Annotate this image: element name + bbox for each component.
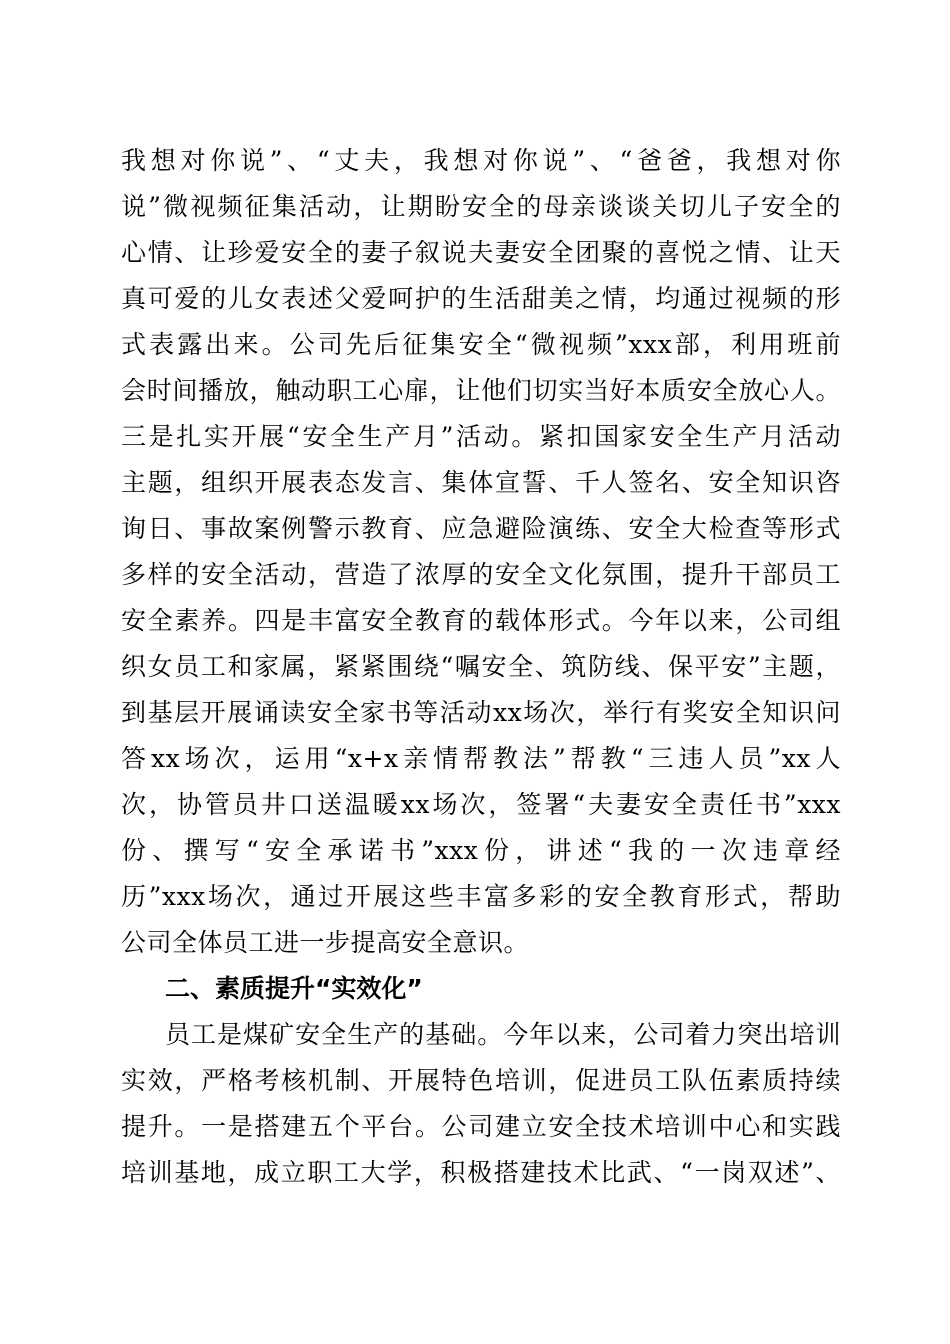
- body-text-line: 会时间播放，触动职工心扉，让他们切实当好本质安全放心人。: [121, 376, 841, 405]
- body-text-line: 式表露出来。公司先后征集安全“微视频”xxx部，利用班前: [121, 330, 841, 359]
- body-text-line: 询日、事故案例警示教育、应急避险演练、安全大检查等形式: [121, 514, 841, 543]
- body-text-line: 多样的安全活动，营造了浓厚的安全文化氛围，提升干部员工: [121, 560, 841, 589]
- body-text-line: 次，协管员井口送温暖xx场次，签署“夫妻安全责任书”xxx: [121, 790, 841, 819]
- body-text-line: 历”xxx场次，通过开展这些丰富多彩的安全教育形式，帮助: [121, 882, 841, 911]
- body-text-line: 真可爱的儿女表述父爱呵护的生活甜美之情，均通过视频的形: [121, 284, 841, 313]
- body-text-line: 我想对你说”、“丈夫，我想对你说”、“爸爸，我想对你: [121, 146, 841, 175]
- body-text-line: 实效，严格考核机制、开展特色培训，促进员工队伍素质持续: [121, 1066, 841, 1095]
- section-heading: 二、素质提升“实效化”: [165, 974, 423, 1003]
- body-text-line: 培训基地，成立职工大学，积极搭建技术比武、“一岗双述”、: [121, 1158, 841, 1187]
- body-text-line: 心情、让珍爱安全的妻子叙说夫妻安全团聚的喜悦之情、让天: [121, 238, 841, 267]
- body-text-line: 答xx场次，运用“x+x亲情帮教法”帮教“三违人员”xx人: [121, 744, 841, 773]
- body-text-line: 公司全体员工进一步提高安全意识。: [121, 928, 530, 957]
- body-text-line: 到基层开展诵读安全家书等活动xx场次，举行有奖安全知识问: [121, 698, 841, 727]
- body-text-line: 员工是煤矿安全生产的基础。今年以来，公司着力突出培训: [165, 1020, 841, 1049]
- body-text-line: 安全素养。四是丰富安全教育的载体形式。今年以来，公司组: [121, 606, 841, 635]
- body-text-line: 三是扎实开展“安全生产月”活动。紧扣国家安全生产月活动: [121, 422, 841, 451]
- body-text-line: 主题，组织开展表态发言、集体宣誓、千人签名、安全知识咨: [121, 468, 841, 497]
- body-text-line: 织女员工和家属，紧紧围绕“嘱安全、筑防线、保平安”主题，: [121, 652, 841, 681]
- body-text-line: 说”微视频征集活动，让期盼安全的母亲谈谈关切儿子安全的: [121, 192, 841, 221]
- body-text-line: 份、撰写“安全承诺书”xxx份，讲述“我的一次违章经: [121, 836, 841, 865]
- body-text-line: 提升。一是搭建五个平台。公司建立安全技术培训中心和实践: [121, 1112, 841, 1141]
